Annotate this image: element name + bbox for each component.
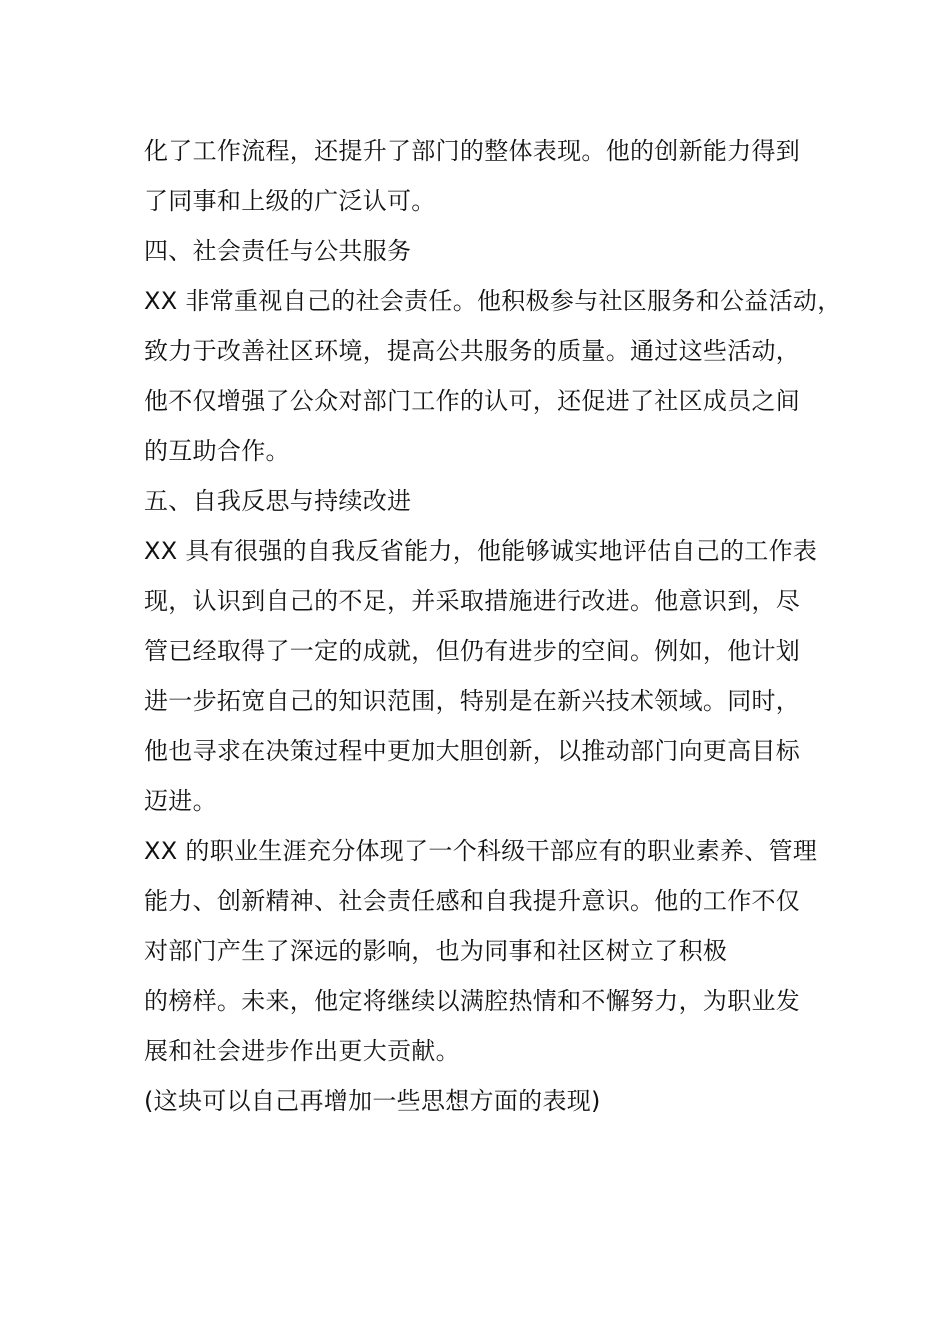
paragraph-line: 展和社会进步作出更大贡献。 (144, 1037, 460, 1065)
paragraph-line: 对部门产生了深远的影响，也为同事和社区树立了积极 (144, 937, 728, 965)
paragraph-line: 化了工作流程，还提升了部门的整体表现。他的创新能力得到 (144, 137, 801, 165)
paragraph-line: 致力于改善社区环境，提高公共服务的质量。通过这些活动， (144, 337, 801, 365)
document-body (144, 126, 842, 1126)
paragraph-line: 了同事和上级的广泛认可。 (144, 187, 436, 215)
paragraph-line: XX 的职业生涯充分体现了一个科级干部应有的职业素养、管理 (144, 837, 818, 865)
section-heading: 四、社会责任与公共服务 (144, 237, 412, 265)
paragraph-line: 迈进。 (144, 787, 217, 815)
paragraph-line: XX 非常重视自己的社会责任。他积极参与社区服务和公益活动， (144, 287, 842, 315)
paragraph-line: XX 具有很强的自我反省能力，他能够诚实地评估自己的工作表 (144, 537, 818, 565)
paragraph-line: 的互助合作。 (144, 437, 290, 465)
paragraph-line: 管已经取得了一定的成就，但仍有进步的空间。例如，他计划 (144, 637, 801, 665)
paragraph-line: 他不仅增强了公众对部门工作的认可，还促进了社区成员之间 (144, 387, 801, 415)
section-heading: 五、自我反思与持续改进 (144, 487, 412, 515)
paragraph-line: 进一步拓宽自己的知识范围，特别是在新兴技术领域。同时， (144, 687, 801, 715)
paragraph-line: 现，认识到自己的不足，并采取措施进行改进。他意识到，尽 (144, 587, 801, 615)
editor-note: (这块可以自己再增加一些思想方面的表现) (144, 1087, 601, 1115)
paragraph-line: 的榜样。未来，他定将继续以满腔热情和不懈努力，为职业发 (144, 987, 801, 1015)
paragraph-line: 他也寻求在决策过程中更加大胆创新，以推动部门向更高目标 (144, 737, 801, 765)
paragraph-line: 能力、创新精神、社会责任感和自我提升意识。他的工作不仅 (144, 887, 801, 915)
